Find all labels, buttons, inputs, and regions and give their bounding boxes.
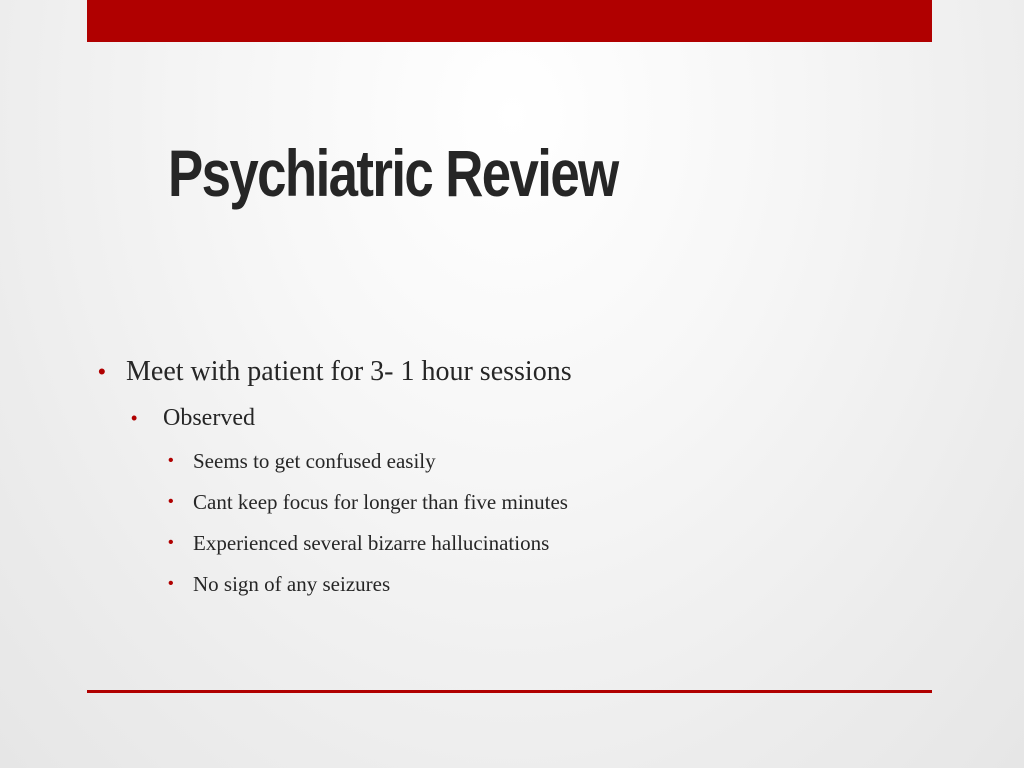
bullet-item-observed xyxy=(131,400,255,436)
bullet-dot-icon: • xyxy=(168,534,174,551)
bullet-text: Seems to get confused easily xyxy=(193,449,436,473)
bullet-dot-icon: • xyxy=(168,493,174,510)
bullet-item-sessions xyxy=(98,352,572,392)
bullet-text: No sign of any seizures xyxy=(193,572,391,596)
bullet-text: Cant keep focus for longer than five minutes xyxy=(193,490,568,514)
bottom-accent-rule xyxy=(87,690,932,693)
bullet-dot-icon: • xyxy=(131,408,138,428)
bullet-text: Observed xyxy=(163,405,255,431)
bullet-item-confused xyxy=(168,446,436,476)
bullet-item-hallucinations xyxy=(168,528,550,558)
bullet-text: Meet with patient for 3- 1 hour sessions xyxy=(126,356,572,387)
bullet-dot-icon: • xyxy=(168,575,174,592)
bullet-dot-icon: • xyxy=(168,452,174,469)
bullet-text: Experienced several bizarre hallucinations xyxy=(193,531,550,555)
bullet-dot-icon: • xyxy=(98,359,106,384)
slide-title: Psychiatric Review xyxy=(168,136,618,210)
bullet-item-focus xyxy=(168,487,568,517)
bullet-item-seizures xyxy=(168,569,391,599)
